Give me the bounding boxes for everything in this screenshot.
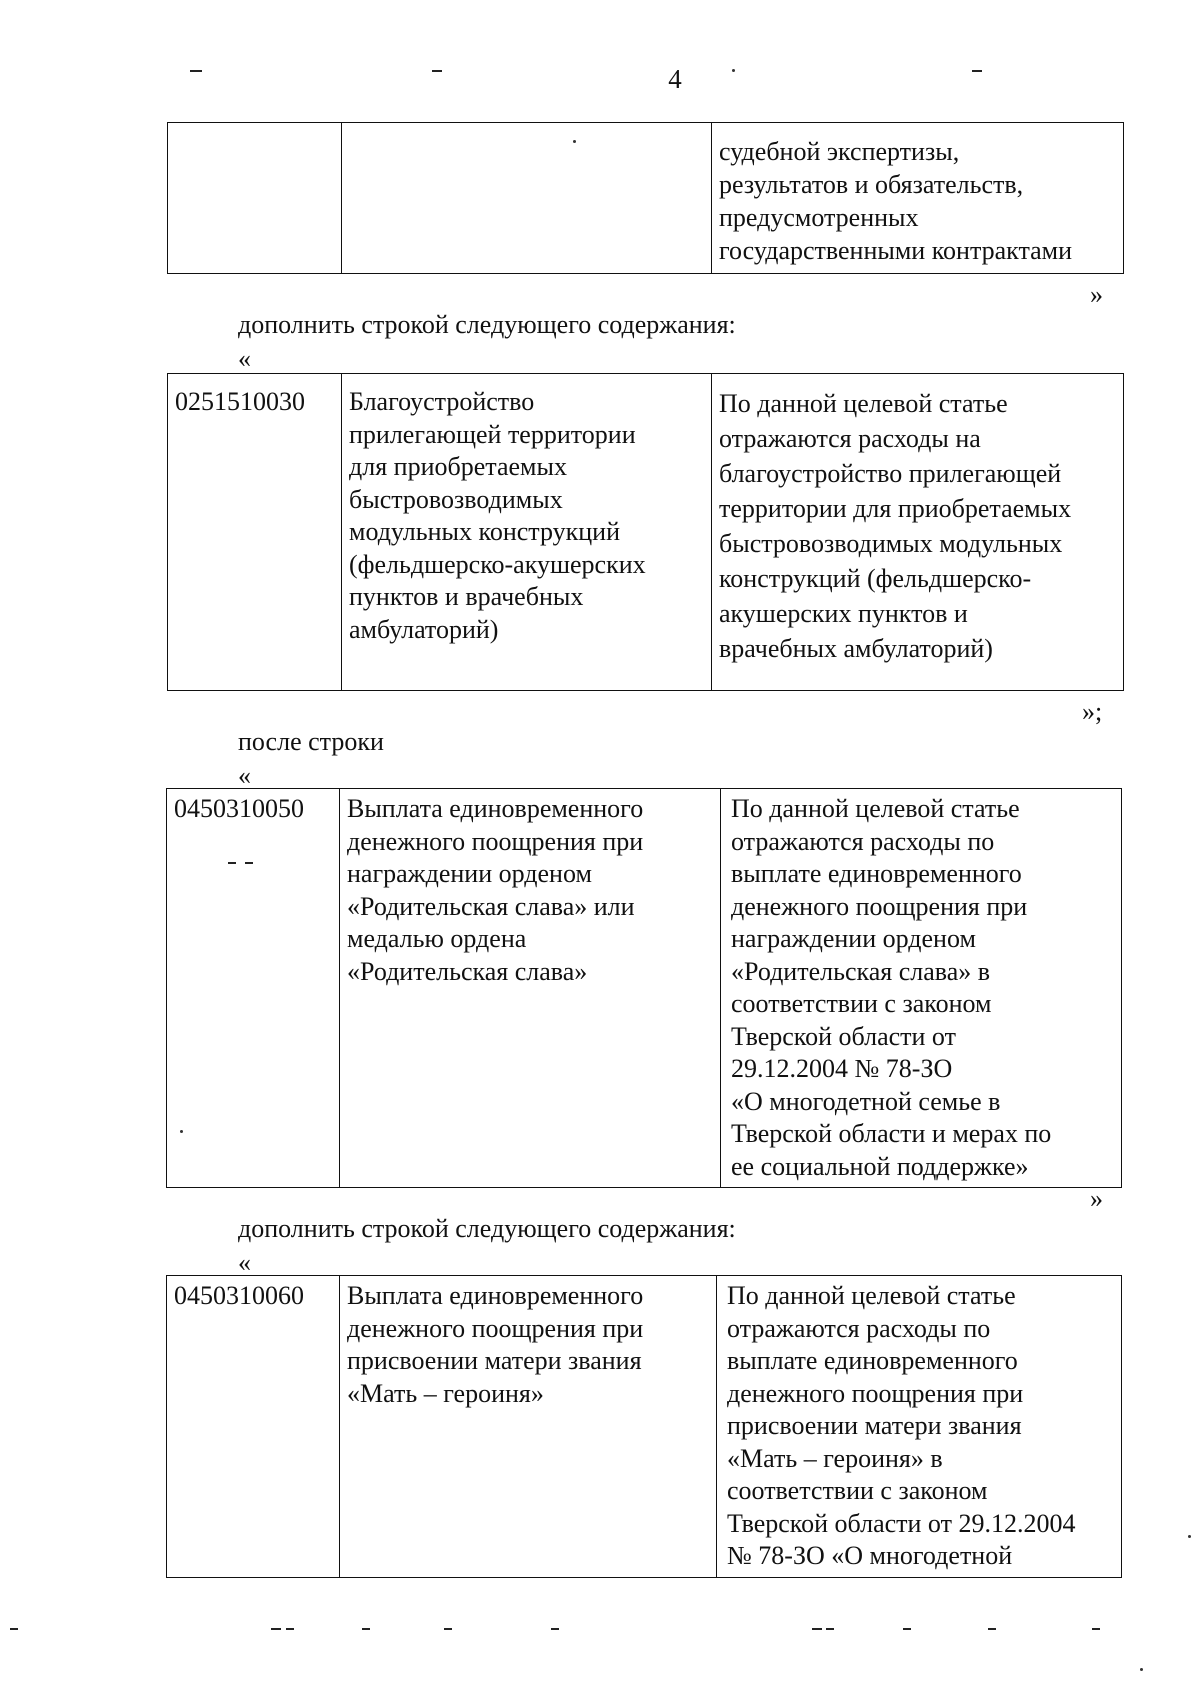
description-cell [712, 123, 1124, 274]
scan-artifact [228, 862, 236, 864]
description-cell [721, 789, 1122, 1188]
instruction-text: дополнить строкой следующего содержания: [238, 310, 736, 339]
description-text: По данной целевой статье отражаются расходы на благоустройство прилегающей территории для приобретаемых быстровозводимых модульных конструкций (фельдшерско- акушерских пунктов и врачебных амбулаторий) [719, 389, 1072, 663]
scan-artifact [432, 70, 442, 72]
scan-artifact [972, 70, 982, 72]
name-cell [342, 123, 712, 274]
scan-artifact [1140, 1668, 1143, 1671]
name-cell [342, 374, 712, 691]
scan-artifact [551, 1628, 559, 1630]
scan-artifact [245, 862, 253, 864]
scan-artifact [988, 1628, 996, 1630]
instruction-text: дополнить строкой следующего содержания: [238, 1214, 736, 1243]
table-addition-2 [166, 1275, 1122, 1578]
code-cell [168, 374, 342, 691]
code-cell [168, 123, 342, 274]
name-cell [340, 1276, 717, 1578]
scan-artifact [812, 1628, 822, 1630]
close-quote: » [1090, 1184, 1103, 1213]
scan-artifact [1092, 1628, 1100, 1630]
table-row [168, 123, 1124, 274]
instruction-text: после строки [238, 727, 384, 756]
name-text: Благоустройство прилегающей территории для приобретаемых быстровозводимых модульных конструкций (фельдшерско-акушерских пунктов и врачебных амбулаторий) [349, 387, 646, 644]
open-quote: « [238, 761, 251, 790]
scan-artifact [444, 1628, 452, 1630]
scan-artifact [362, 1628, 370, 1630]
table-after-row [166, 788, 1122, 1188]
page-number: 4 [668, 64, 682, 94]
name-text: Выплата единовременного денежного поощрения при награждении орденом «Родительская слава» или медалью ордена «Родительская слава» [347, 794, 644, 986]
scan-artifact [180, 1130, 183, 1133]
scan-artifact [190, 70, 202, 72]
description-text: судебной экспертизы, результатов и обязательств, предусмотренных государственными контрактами [719, 137, 1073, 265]
code-text: 0450310060 [174, 1281, 304, 1310]
code-cell [167, 789, 340, 1188]
scan-artifact [286, 1628, 294, 1630]
scan-artifact [10, 1628, 18, 1630]
name-text: Выплата единовременного денежного поощрения при присвоении матери звания «Мать – героиня» [347, 1281, 644, 1408]
close-quote: » [1090, 280, 1103, 309]
description-text: По данной целевой статье отражаются расходы по выплате единовременного денежного поощрения при присвоении матери звания «Мать – героиня» в соответствии с законом Тверской области от 29.12.2004 № 78-ЗО «О многодетной [727, 1281, 1076, 1570]
code-cell [167, 1276, 340, 1578]
code-text: 0450310050 [174, 794, 304, 823]
table-addition-1 [167, 373, 1124, 691]
close-quote: »; [1082, 697, 1103, 726]
scan-artifact [826, 1628, 834, 1630]
open-quote: « [238, 344, 251, 373]
scan-artifact [271, 1628, 281, 1630]
description-cell [712, 374, 1124, 691]
table-continuation [167, 122, 1124, 274]
scan-artifact [732, 69, 735, 72]
table-row [168, 374, 1124, 691]
code-text: 0251510030 [175, 387, 305, 416]
open-quote: « [238, 1248, 251, 1277]
table-row [167, 1276, 1122, 1578]
table-row [167, 789, 1122, 1188]
description-text: По данной целевой статье отражаются расходы по выплате единовременного денежного поощрения при награждении орденом «Родительская слава» в соответствии с законом Тверской области от 29.12.2004 № 78-ЗО «О многодетной семье в Тверской области и мерах по ее социальной поддержке» [731, 794, 1052, 1181]
scan-artifact [573, 140, 576, 143]
scan-artifact [903, 1628, 911, 1630]
name-cell [340, 789, 721, 1188]
scan-artifact [1188, 1535, 1191, 1538]
description-cell [717, 1276, 1122, 1578]
